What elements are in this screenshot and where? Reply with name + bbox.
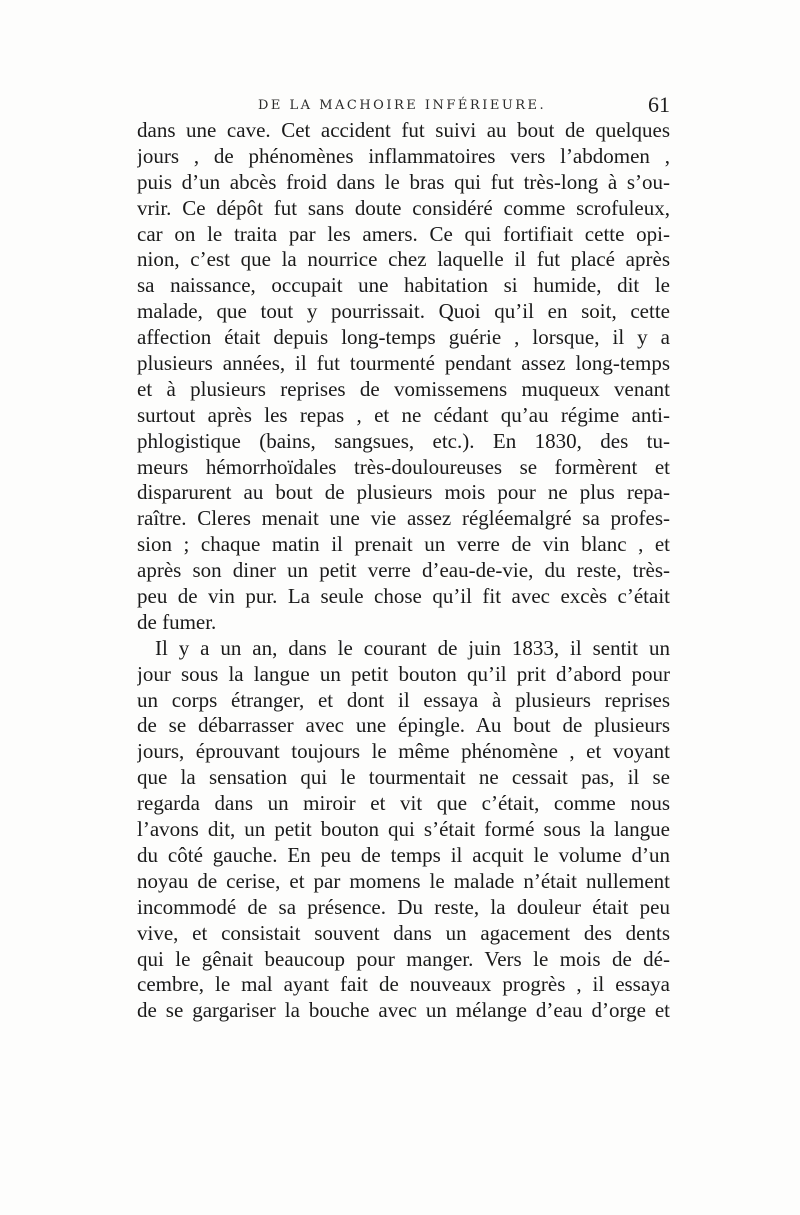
text-line: raître. Cleres menait une vie assez régléemalgré sa profes- xyxy=(137,506,670,531)
text-line: regarda dans un miroir et vit que c’était, comme nous xyxy=(137,791,670,816)
text-line: nion, c’est que la nourrice chez laquelle il fut placé après xyxy=(137,247,670,272)
text-line: jours, éprouvant toujours le même phénomène , et voyant xyxy=(137,739,670,764)
text-line: plusieurs années, il fut tourmenté pendant assez long-temps xyxy=(137,351,670,376)
text-line: peu de vin pur. La seule chose qu’il fit avec excès c’était xyxy=(137,584,670,609)
text-line: disparurent au bout de plusieurs mois pour ne plus repa- xyxy=(137,480,670,505)
text-line: incommodé de sa présence. Du reste, la douleur était peu xyxy=(137,894,670,919)
text-line: cembre, le mal ayant fait de nouveaux progrès , il essaya xyxy=(137,972,670,997)
text-line: de se débarrasser avec une épingle. Au bout de plusieurs xyxy=(137,713,670,738)
paragraph-first-line: Il y a un an, dans le courant de juin 1833, il sentit un xyxy=(155,635,670,660)
text-body xyxy=(137,118,670,1024)
paragraph-end-line: de fumer. xyxy=(137,609,217,634)
text-line: affection était depuis long-temps guérie , lorsque, il y a xyxy=(137,325,670,350)
text-line: meurs hémorrhoïdales très-douloureuses se formèrent et xyxy=(137,454,670,479)
text-line: puis d’un abcès froid dans le bras qui fut très-long à s’ou- xyxy=(137,169,670,194)
text-line: surtout après les repas , et ne cédant qu’au régime anti- xyxy=(137,402,670,427)
text-line: jour sous la langue un petit bouton qu’il prit d’abord pour xyxy=(137,661,670,686)
page-number: 61 xyxy=(648,92,670,117)
text-line: de se gargariser la bouche avec un mélange d’eau d’orge et xyxy=(137,998,670,1023)
text-line: après son diner un petit verre d’eau-de-vie, du reste, très- xyxy=(137,558,670,583)
text-line: dans une cave. Cet accident fut suivi au bout de quelques xyxy=(137,118,670,142)
text-line: vrir. Ce dépôt fut sans doute considéré comme scrofuleux, xyxy=(137,195,670,220)
text-line: et à plusieurs reprises de vomissemens muqueux venant xyxy=(137,376,670,401)
text-line: sion ; chaque matin il prenait un verre de vin blanc , et xyxy=(137,532,670,557)
text-line: phlogistique (bains, sangsues, etc.). En 1830, des tu- xyxy=(137,428,670,453)
text-line: que la sensation qui le tourmentait ne cessait pas, il se xyxy=(137,765,670,790)
running-title: DE LA MACHOIRE INFÉRIEURE. xyxy=(258,98,547,113)
text-line: du côté gauche. En peu de temps il acquit le volume d’un xyxy=(137,842,670,867)
text-line: sa naissance, occupait une habitation si humide, dit le xyxy=(137,273,670,298)
text-line: jours , de phénomènes inflammatoires vers l’abdomen , xyxy=(137,143,670,168)
text-line: malade, que tout y pourrissait. Quoi qu’il en soit, cette xyxy=(137,299,670,324)
text-line: car on le traita par les amers. Ce qui fortifiait cette opi- xyxy=(137,221,670,246)
text-line: un corps étranger, et dont il essaya à plusieurs reprises xyxy=(137,687,670,712)
text-line: qui le gênait beaucoup pour manger. Vers le mois de dé- xyxy=(137,946,670,971)
text-line: noyau de cerise, et par momens le malade n’était nullement xyxy=(137,868,670,893)
text-line: l’avons dit, un petit bouton qui s’était formé sous la langue xyxy=(137,817,670,842)
text-line: vive, et consistait souvent dans un agacement des dents xyxy=(137,920,670,945)
